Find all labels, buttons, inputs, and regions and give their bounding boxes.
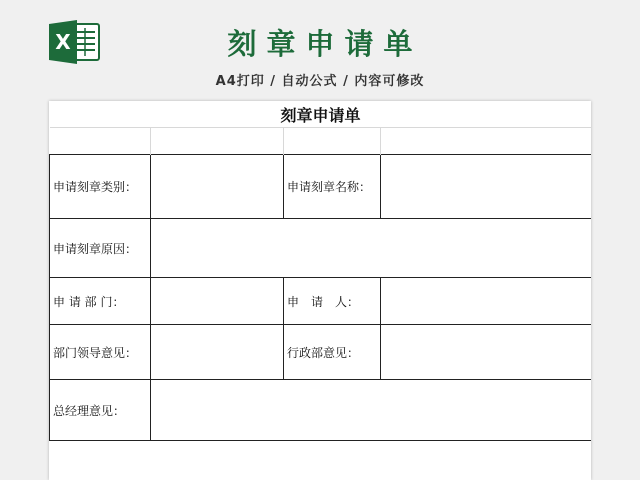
- form-row-department: [50, 278, 592, 325]
- gm-opinion-label: 总经理意见：: [50, 380, 151, 441]
- department-label: 申 请 部 门：: [50, 278, 151, 325]
- form-row-gm: [50, 380, 592, 441]
- seal-type-label: 申请刻章类别：: [50, 155, 151, 219]
- sheet-title: 刻章申请单: [50, 101, 592, 128]
- form-row-reason: [50, 219, 592, 278]
- form-sheet: [49, 101, 591, 480]
- department-field[interactable]: [151, 278, 284, 325]
- dept-leader-opinion-field[interactable]: [151, 325, 284, 380]
- blank-row: [50, 128, 592, 155]
- blank-cell[interactable]: [50, 128, 151, 155]
- dept-leader-opinion-label: 部门领导意见：: [50, 325, 151, 380]
- applicant-field[interactable]: [381, 278, 592, 325]
- applicant-label: 申 请 人：: [284, 278, 381, 325]
- admin-opinion-field[interactable]: [381, 325, 592, 380]
- admin-opinion-label: 行政部意见：: [284, 325, 381, 380]
- reason-field[interactable]: [151, 219, 592, 278]
- blank-cell[interactable]: [151, 128, 284, 155]
- seal-name-label: 申请刻章名称：: [284, 155, 381, 219]
- banner-title: 刻章申请单: [227, 27, 423, 61]
- banner-subtitle: A4打印 / 自动公式 / 内容可修改: [215, 74, 425, 89]
- form-row-seal: [50, 155, 592, 219]
- application-form-table: [49, 101, 591, 441]
- blank-cell[interactable]: [284, 128, 381, 155]
- logo-letter: X: [55, 30, 71, 54]
- blank-cell[interactable]: [381, 128, 592, 155]
- seal-type-field[interactable]: [151, 155, 284, 219]
- reason-label: 申请刻章原因：: [50, 219, 151, 278]
- seal-name-field[interactable]: [381, 155, 592, 219]
- gm-opinion-field[interactable]: [151, 380, 592, 441]
- sheet-title-row: [50, 101, 592, 128]
- form-row-opinions: [50, 325, 592, 380]
